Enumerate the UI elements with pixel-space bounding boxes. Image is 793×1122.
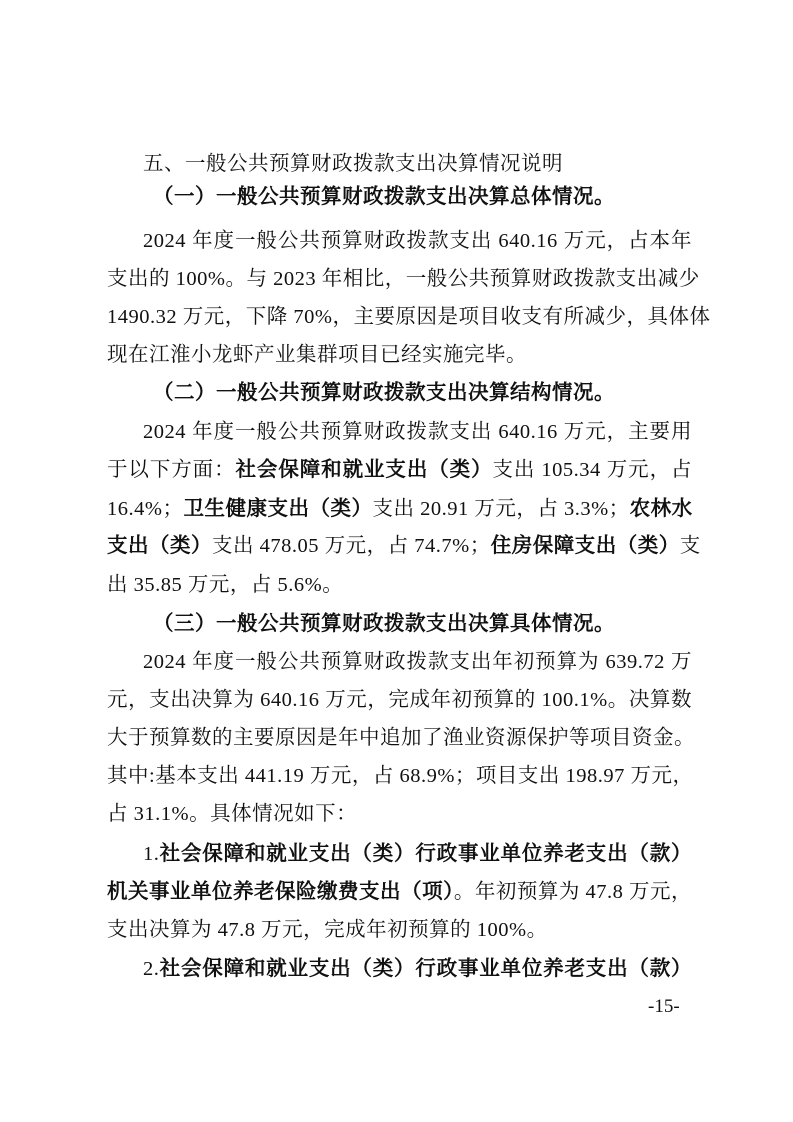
bold-text: 社会保障和就业支出（类）行政事业单位养老支出（款）: [159, 958, 692, 980]
bold-text: 支出（类）: [107, 535, 212, 557]
text-line: [107, 304, 711, 330]
text-line: [143, 956, 692, 982]
bold-text: 住房保障支出（类）: [490, 535, 680, 557]
text-line: [143, 419, 692, 445]
text-line: [143, 649, 692, 675]
text: 2024 年度一般公共预算财政拨款支出 640.16 万元，占本年: [143, 230, 692, 252]
text-line: [107, 917, 692, 943]
bold-text: 农林水: [629, 498, 693, 520]
text: 1490.32 万元，下降 70%，主要原因是项目收支有所减少，具体体: [107, 306, 711, 328]
text: 16.4%；: [107, 498, 184, 520]
text: 。年初预算为 47.8 万元，: [453, 881, 692, 903]
section-title: [143, 150, 563, 176]
bold-text: （三）一般公共预算财政拨款支出决算具体情况。: [153, 613, 615, 635]
text: 元，支出决算为 640.16 万元，完成年初预算的 100.1%。决算数: [107, 689, 692, 711]
text-line: [107, 879, 692, 905]
text-line: [107, 725, 695, 751]
text: 支出 105.34 万元，占: [492, 459, 693, 481]
text: 于以下方面：: [107, 459, 236, 481]
text-line: [107, 687, 692, 713]
bold-text: （一）一般公共预算财政拨款支出决算总体情况。: [153, 186, 615, 208]
text: 支出决算为 47.8 万元，完成年初预算的 100%。: [107, 919, 548, 941]
text: 支出 478.05 万元，占 74.7%；: [212, 535, 491, 557]
text: 支出的 100%。与 2023 年相比，一般公共预算财政拨款支出减少: [107, 268, 700, 290]
subsection-heading: [153, 380, 615, 406]
text: 占 31.1%。具体情况如下：: [107, 803, 358, 825]
text: 出 35.85 万元，占 5.6%。: [107, 574, 344, 596]
bold-text: 机关事业单位养老保险缴费支出（项）: [107, 881, 454, 903]
text-line: [107, 266, 700, 292]
text-line: [107, 533, 701, 559]
text: 现在江淮小龙虾产业集群项目已经实施完毕。: [107, 344, 527, 366]
text-line: [143, 228, 692, 254]
bold-text: 社会保障和就业支出（类）行政事业单位养老支出（款）: [159, 843, 692, 865]
text-line: [143, 841, 692, 867]
text: 2.: [143, 958, 160, 980]
text-line: [107, 342, 692, 368]
text-line: [107, 572, 692, 598]
text: 支出 20.91 万元，占 3.3%；: [372, 498, 630, 520]
text: 大于预算数的主要原因是年中追加了渔业资源保护等项目资金。: [107, 727, 695, 749]
bold-text: 卫生健康支出（类）: [183, 498, 373, 520]
text: 其中:基本支出 441.19 万元，占 68.9%；项目支出 198.97 万元，: [107, 765, 694, 787]
text-line: [107, 496, 692, 522]
page-number: -15-: [648, 996, 680, 1017]
text-line: [107, 763, 692, 789]
text: 五、一般公共预算财政拨款支出决算情况说明: [143, 151, 563, 175]
text: 2024 年度一般公共预算财政拨款支出 640.16 万元，主要用: [143, 421, 692, 443]
text: 2024 年度一般公共预算财政拨款支出年初预算为 639.72 万: [143, 651, 692, 673]
text: 支: [679, 535, 701, 557]
bold-text: 社会保障和就业支出（类）: [235, 459, 493, 481]
text: 1.: [143, 843, 160, 865]
text-line: [107, 457, 692, 483]
subsection-heading: [153, 184, 615, 210]
subsection-heading: [153, 611, 615, 637]
text-line: [107, 801, 692, 827]
bold-text: （二）一般公共预算财政拨款支出决算结构情况。: [153, 382, 615, 404]
